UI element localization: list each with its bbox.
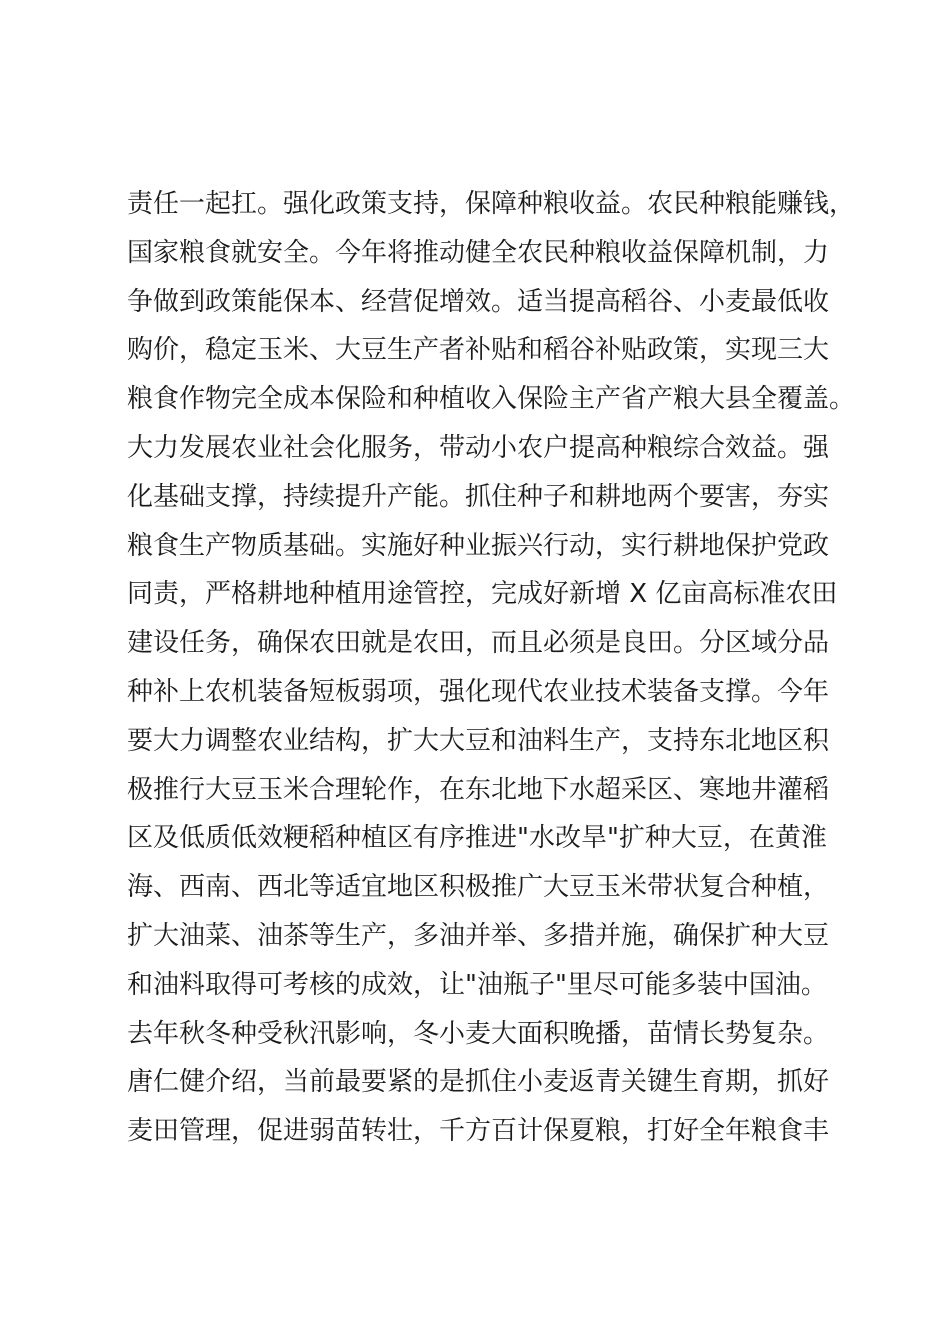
text-line: 种补上农机装备短板弱项，强化现代农业技术装备支撑。今年 [127, 676, 830, 707]
text-line: 要大力调整农业结构，扩大大豆和油料生产，支持东北地区积 [127, 725, 830, 756]
body-text [127, 180, 856, 1156]
text-line: 海、西南、西北等适宜地区积极推广大豆玉米带状复合种植， [127, 872, 830, 903]
text-line: 大力发展农业社会化服务，带动小农户提高种粮综合效益。强 [127, 432, 830, 463]
text-line: 粮食生产物质基础。实施好种业振兴行动，实行耕地保护党政 [127, 530, 830, 561]
text-line: 争做到政策能保本、经营促增效。适当提高稻谷、小麦最低收 [127, 286, 830, 317]
text-line: 同责，严格耕地种植用途管控，完成好新增 X 亿亩高标准农田 [127, 579, 838, 610]
text-line: 扩大油菜、油茶等生产，多油并举、多措并施，确保扩种大豆 [127, 920, 830, 951]
text-line: 和油料取得可考核的成效，让"油瓶子"里尽可能多装中国油。 [127, 969, 827, 1000]
text-line: 麦田管理，促进弱苗转壮，千方百计保夏粮，打好全年粮食丰 [127, 1116, 830, 1147]
text-line: 区及低质低效粳稻种植区有序推进"水改旱"扩种大豆，在黄淮 [127, 823, 827, 854]
text-line: 购价，稳定玉米、大豆生产者补贴和稻谷补贴政策，实现三大 [127, 335, 830, 366]
text-line: 责任一起扛。强化政策支持，保障种粮收益。农民种粮能赚钱， [127, 189, 856, 219]
text-line: 化基础支撑，持续提升产能。抓住种子和耕地两个要害，夯实 [127, 481, 830, 512]
text-line: 粮食作物完全成本保险和种植收入保险主产省产粮大县全覆盖。 [127, 384, 856, 415]
text-line: 唐仁健介绍，当前最要紧的是抓住小麦返青关键生育期，抓好 [127, 1067, 830, 1098]
text-line: 建设任务，确保农田就是农田，而且必须是良田。分区域分品 [127, 628, 830, 659]
text-line: 去年秋冬种受秋汛影响，冬小麦大面积晚播，苗情长势复杂。 [127, 1018, 830, 1049]
text-line: 国家粮食就安全。今年将推动健全农民种粮收益保障机制，力 [127, 237, 830, 268]
text-line: 极推行大豆玉米合理轮作，在东北地下水超采区、寒地井灌稻 [127, 774, 830, 805]
